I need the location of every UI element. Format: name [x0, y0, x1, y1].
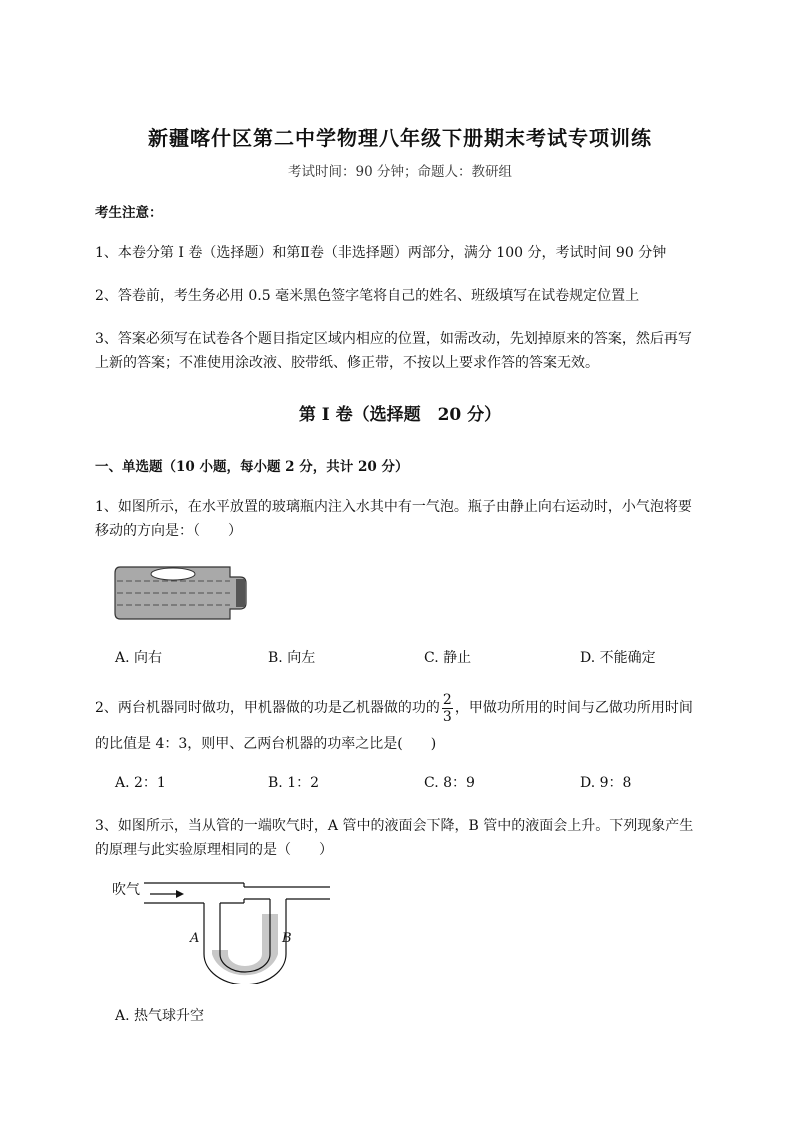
part-title: 一、单选题（10 小题，每小题 2 分，共计 20 分） [95, 459, 409, 475]
option-c[interactable]: C. 静止 [424, 650, 472, 666]
u-tube-figure [110, 872, 335, 984]
tube-b-label: B [282, 931, 292, 946]
page-subtitle: 考试时间：90 分钟；命题人：教研组 [288, 164, 512, 180]
bottle-figure [112, 563, 250, 623]
fraction-denominator: 3 [442, 708, 452, 725]
question-2-text [95, 690, 705, 762]
page-title: 新疆喀什区第二中学物理八年级下册期末考试专项训练 [148, 126, 652, 150]
question-2-text-after: ，甲做功所用的时间与乙做功所用时间的比值是 4：3，则甲、乙两台机器的功率之比是( ) [95, 700, 693, 752]
option-d[interactable]: D. 不能确定 [580, 650, 656, 666]
air-bubble [151, 568, 195, 580]
option-a[interactable]: A. 向右 [115, 650, 163, 666]
fraction-numerator: 2 [442, 691, 452, 708]
option-c[interactable]: C. 8：9 [424, 775, 475, 791]
notice-item-2: 2、答卷前，考生务必用 0.5 毫米黑色签字笔将自己的姓名、班级填写在试卷规定位置上 [95, 288, 640, 304]
fraction [442, 692, 453, 725]
option-a[interactable]: A. 热气球升空 [115, 1008, 205, 1024]
option-b[interactable]: B. 1：2 [268, 775, 320, 791]
tube-a-label: A [190, 931, 200, 946]
option-b[interactable]: B. 向左 [268, 650, 316, 666]
question-2-text-before: 2、两台机器同时做功，甲机器做的功是乙机器做的功的 [95, 700, 440, 716]
option-d[interactable]: D. 9：8 [580, 775, 632, 791]
blow-label: 吹气 [112, 882, 140, 898]
notice-heading: 考生注意： [95, 205, 163, 221]
question-3-text: 3、如图所示，当从管的一端吹气时，A 管中的液面会下降，B 管中的液面会上升。下列现象产生的原理与此实验原理相同的是（ ） [95, 818, 694, 858]
notice-item-3: 3、答案必须写在试卷各个题目指定区域内相应的位置，如需改动，先划掉原来的答案，然后再写上新的答案；不准使用涂改液、胶带纸、修正带，不按以上要求作答的答案无效。 [95, 331, 692, 371]
option-a[interactable]: A. 2：1 [115, 775, 166, 791]
notice-item-1: 1、本卷分第 I 卷（选择题）和第Ⅱ卷（非选择题）两部分，满分 100 分，考试时间 90 分钟 [95, 245, 667, 261]
question-1-text: 1、如图所示，在水平放置的玻璃瓶内注入水其中有一气泡。瓶子由静止向右运动时，小气泡将要移动的方向是：（ ） [95, 499, 692, 539]
section-title: 第 I 卷（选择题 20 分） [298, 405, 502, 425]
